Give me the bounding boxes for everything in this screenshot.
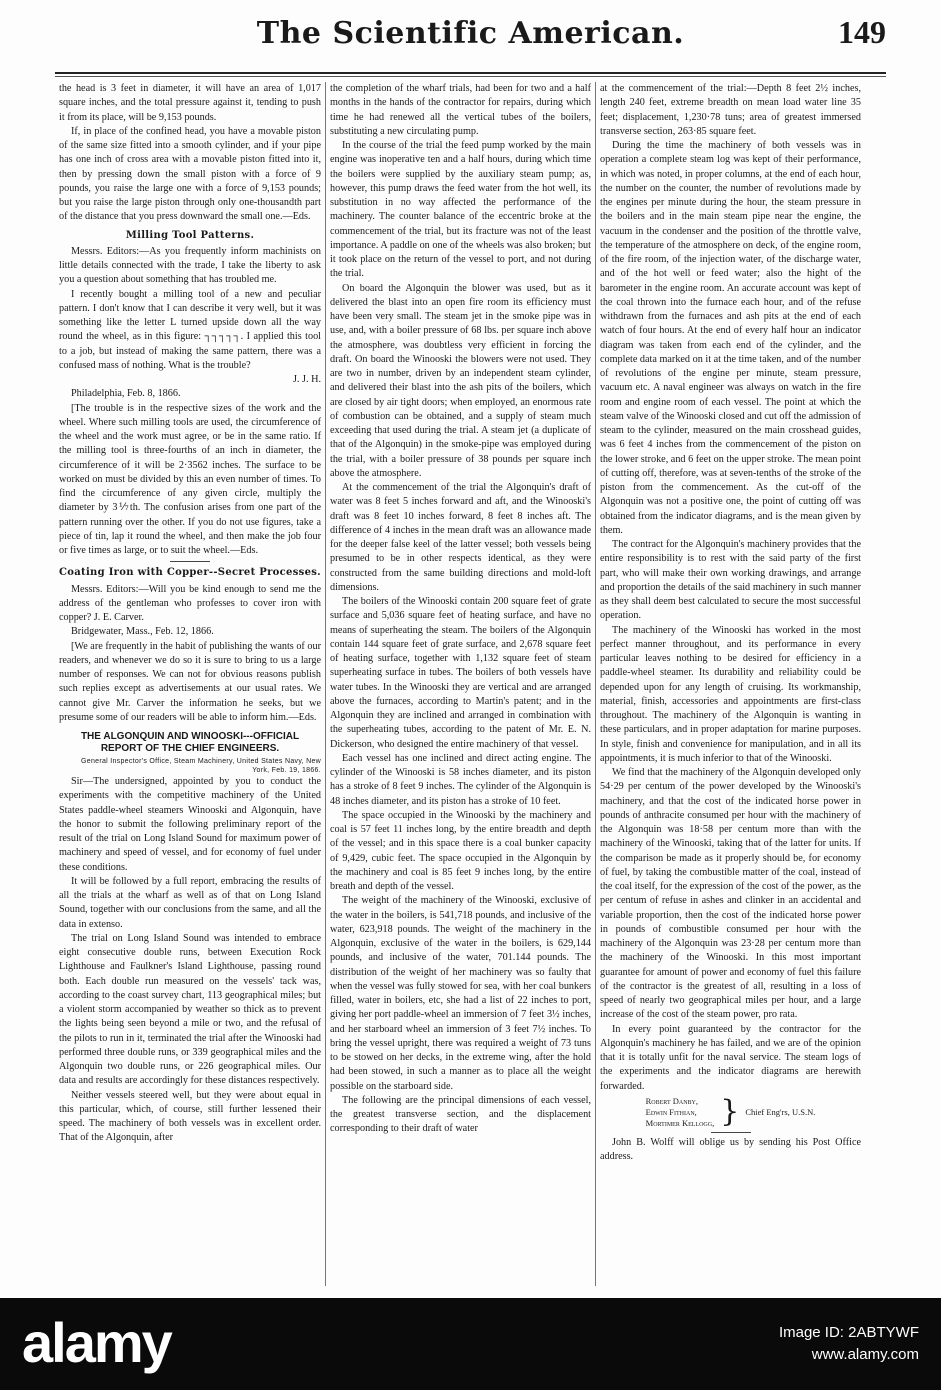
paragraph: At the commencement of the trial the Algonquin's draft of water was 8 feet 5 inches forward and aft, and the Winooski's draft was 8 feet 10 inches forward, 8 feet 8 inches aft. The difference of 4 inches in the mean draft was an allowance made for the deeper false keel of the latter vessel; both vessels being presumed to be in other respects identical, as they were constructed from the same building directions and mold-loft dimensions.	[330, 482, 591, 593]
section-separator	[170, 561, 210, 562]
paragraph: The machinery of the Winooski has worked in the most perfect manner throughout, and its performance in every particular leaves nothing to be desired for efficiency in a paddle-wheel steamer. Its durability and reliability could be depended upon for any length of cruising. Its workmanship, material, finish, accessories and appointments are first-class throughout. The machinery of the Algonquin is wanting in these particulars, and in proper adaptation for marine purposes. In style, finish and convenience for manipulation, and in all its appointments, it is much inferior to that of the Winooski.	[600, 624, 861, 764]
site-url: www.alamy.com	[811, 1346, 919, 1363]
paragraph: We find that the machinery of the Algonquin developed only 54·29 per centum of the power developed by the Winooski's machinery, and that the cost of the indicated horse power in pounds of anthracite consumed per hour with the machinery of the Algonquin was 18·58 per centum more than with the machinery of the Winooski, taking that of the latter for units. If the comparison be made as it properly should be, for economy of fuel, by taking the combustible matter of the coal, instead of the coal itself, for the expression of the cost of the power, as the per centum of refuse in ashes and clinker in an accidental and variable proportion, then the cost of the indicated horse power in pounds of combustible consumed per hour with the machinery of the Algonquin was 23·28 per centum more than the machinery of the Winooski. In this most important guarantee for amount of power and economy of fuel this failure of the contractor is the greatest of all, resulting in a loss of speed of nearly two geographical miles per hour, and a large increase of the cost of the steam power, pro rata.	[600, 767, 861, 1021]
paragraph: [We are frequently in the habit of publishing the wants of our readers, and whenever we do so it is sure to bring to us a large number of responses. We can not for obvious reasons publish such replies except as advertisements at our usual rates. We cannot give Mr. Carver the information he seeks, but we presume some of our readers will be able to inform him.—Eds.	[59, 640, 321, 723]
office-dateline: General Inspector's Office, Steam Machinery, United States Navy, New York, Feb. 19, 1866.	[81, 758, 321, 774]
section-heading: Milling Tool Patterns.	[125, 229, 255, 241]
paragraph: Philadelphia, Feb. 8, 1866.	[71, 388, 181, 400]
signer-name: Mortimer Kellogg,	[645, 1117, 715, 1128]
alamy-logo: alamy	[22, 1311, 171, 1374]
paragraph: the completion of the wharf trials, had been for two and a half months in the hands of the contractor for repairs, during which time he had renewed all the vertical tubes of the boilers, substituting a new circulating pump.	[330, 83, 591, 137]
paragraph: [The trouble is in the respective sizes of the work and the wheel. Where such milling tools are used, the circumference of the wheel and the work must agree, or be in the same ratio. If the milling tool is three-fourths of an inch in diameter, the circumference of it will be 2·3562 inches. The surface to be worked on must be divided by this an even number of times. To find the circumference of any given circle, multiply the diameter by 3⅐th. The confusion arises from one part of the pattern running over the other. If you do not use figures, take a piece of tin, lap it round the wheel, and then make the job four or five times as large, or to suit the wheel.—Eds.	[59, 402, 321, 556]
page-number: 149	[838, 14, 886, 50]
paragraph: Messrs. Editors:—Will you be kind enough to send me the address of the gentleman who professes to cover iron with copper? J. E. Carver.	[59, 583, 321, 623]
paragraph: The boilers of the Winooski contain 200 square feet of grate surface and 5,036 square feet of heating surface, and have no means of superheating the steam. The boilers of the Algonquin contain 144 square feet of grate surface, and 2,678 square feet of heating surface, together with 1,132 square feet of steam superheating surface in tubes. The boilers of both vessels have water tubes. In the Winooski they are vertical and are arranged above the furnaces, according to Martin's patent; and in the Algonquin they are inclined and arranged in combination with the superheating tubes, according to the patent of Mr. E. N. Dickerson, who designed the entire machinery of that vessel.	[330, 596, 591, 750]
paragraph: Bridgewater, Mass., Feb. 12, 1866.	[71, 626, 214, 638]
paragraph: at the commencement of the trial:—Depth 8 feet 2½ inches, length 240 feet, extreme breadth on mean load water line 35 feet; displacement, 1,230·78 tuns; area of greatest immersed transverse section, 263·85 square feet.	[600, 83, 861, 137]
header-rule-thin	[55, 76, 886, 77]
paragraph: Each vessel has one inclined and direct acting engine. The cylinder of the Winooski is 58 inches diameter, and its piston has a stroke of 8 feet 9 inches. The cylinder of the Algonquin is 48 inches diameter, and its piston has a stroke of 10 feet.	[330, 752, 591, 807]
column-1	[55, 82, 325, 1286]
article-columns	[55, 82, 887, 1286]
paragraph: If, in place of the confined head, you have a movable piston of the same size fitted into a smooth cylinder, and if your pipe has one inch of cross area with a movable piston fitted into it, then by pressing down the small piston with a force of 9 pounds, you raise the large one with a force of 9,153 pounds; but you raise the large piston through only one-thousandth part of the distance that you press downward the small one.—Eds.	[59, 125, 321, 223]
paragraph: the head is 3 feet in diameter, it will have an area of 1,017 square inches, and the total pressure against it, tending to push it from its place, will be 9,153 pounds.	[59, 83, 321, 123]
section-heading: Coating Iron with Copper--Secret Processes.	[59, 567, 321, 579]
letter-signature: J. J. H.	[292, 374, 321, 385]
paragraph: The contract for the Algonquin's machinery provides that the entire responsibility is to rest with the said party of the first part, who will make their own working drawings, and arrange and proportion the details of the said machinery in such manner as they shall deem best calculated to secure the most successful operation.	[600, 539, 861, 622]
article-headline: THE ALGONQUIN AND WINOOSKI---OFFICIAL REPORT OF THE CHIEF ENGINEERS.	[80, 731, 300, 754]
paragraph: Sir—The undersigned, appointed by you to conduct the experiments with the competitive machinery of the United States paddle-wheel steamers Winooski and Algonquin, have the honor to submit the following preliminary report of the result of the trial on Long Island Sound for maximum power of machinery and speed of vessel, and for economy of fuel under these conditions.	[59, 776, 321, 873]
column-2	[325, 82, 595, 1286]
paragraph: It will be followed by a full report, embracing the results of all the trials at the wharf as well as of that on Long Island Sound, together with our conclusions from the same, and all the data in extenso.	[59, 875, 321, 930]
brace-glyph: }	[720, 1094, 740, 1130]
paragraph: Messrs. Editors:—As you frequently inform machinists on little details connected with the trade, I take the liberty to ask you a question about something that has troubled me.	[59, 245, 321, 286]
report-signatures	[600, 1096, 861, 1129]
paragraph: John B. Wolff will oblige us by sending his Post Office address.	[600, 1136, 861, 1162]
paragraph: In every point guaranteed by the contractor for the Algonquin's machinery he has failed, and we are of the opinion that it is totally unfit for the naval service. The steam logs of the experiments and the indicator diagrams are herewith forwarded.	[600, 1023, 861, 1092]
column-3	[595, 82, 865, 1286]
paragraph: On board the Algonquin the blower was used, but as it delivered the blast into an open fire room its efficiency must have been very small. The steam jet in the smoke pipe was in use, and, with a boiler pressure of 68 lbs. per square inch above the atmosphere, was doubtless very efficient in forcing the draft. On board the Winooski the blowers were not used. They are two in number, driven by an independent steam cylinder, and delivered their blast into the ash pits of the boilers, which are closed by air tight doors; when employed, an enormous rate of combustion can be obtained, and a supply of steam much exceeding that used during the trial. A steam jet (a duplicate of that of the Algonquin) in the smoke-pipe was employed during the trial, with a boiler pressure of 38 pounds per square inch above the atmosphere.	[330, 282, 591, 479]
image-id: Image ID: 2ABTYWF	[778, 1324, 919, 1341]
paragraph: During the time the machinery of both vessels was in operation a complete steam log was kept of their performance, in which was noted, in proper columns, at the end of each hour, the number on the counter, the number of revolutions made by the engines per minute during the hour, the steam pressure in the boilers and in the main steam pipe near the engine, the vacuum in the condenser and the position of the throttle valve, the temperature of the atmosphere on deck, of the engine room, of the fire room, of the injection water, of the discharge water, and of the hot well or feed water; also the hight of the barometer in the engine room. An accurate account was kept of the coal thrown into the furnace each hour, and of the refuse withdrawn from the furnaces and ash pits at the end of each watch of four hours. At the end of every half hour an indicator diagram was taken from each end of the cylinder, and the complete data marked on it at the time taken, and of the number of revolutions of the engine per minute, steam pressure, vacuum etc. A naval engineer was always on watch in the fire room and engine room of each vessel. The point at which the steam valve of the Winooski closed and cut off the admission of steam to the cylinder, measured on the main crosshead guides, was 6 feet 4 inches from the commencement of the piston on the lower stroke, and 6 feet on the upper stroke. The mean point of cutting off, therefore, was at seven-tenths of the stroke of the piston from the commencement. As the cut-off of the Algonquin was not a positive one, the point of cutting off was obtained from the indicator diagrams, and is the mean given by them.	[600, 140, 861, 536]
stock-info	[779, 1322, 919, 1366]
paragraph: The weight of the machinery of the Winooski, exclusive of the water in the boilers, is 541,718 pounds, and inclusive of the water, 623,918 pounds. The weight of the machinery in the Algonquin, exclusive of the water in the boilers, is 629,144 pounds, and inclusive of the water, 701.144 pounds. The distribution of the weight of her machinery was so faulty that when the vessel was fully stowed for sea, with her coal bunkers filled, water in boilers, etc, she had a list of 22 inches to port, giving her port paddle-wheel an immersion of 7 feet 3½ inches, and her starboard wheel an immersion of 3 feet 7½ inches. To bring the vessel upright, there was required a weight of 73 tuns to be stowed on her decks, in the extreme wing, after the hold had been stowed, in such a manner as to place all the weight possible on the starboard side.	[330, 895, 591, 1092]
signer-title: Chief Eng'rs, U.S.N.	[745, 1106, 816, 1117]
paragraph: The trial on Long Island Sound was intended to embrace eight consecutive double runs, between Execution Rock Lighthouse and Faulkner's Island Lighthouse, passing round both. Each double run measured on the vessels' tack was, according to the coast survey chart, 113 geographical miles; but a violent storm accompanied by weather so thick as to prevent the lights being seen beyond a mile or two, and the refusal of the pilots to run in it, terminated the trial after the Winooski had performed three double runs, or 339 geographical miles and the Algonquin two double runs, or 226 geographical miles. Our data and results are accordingly for these distances respectively.	[59, 932, 321, 1087]
paragraph: The following are the principal dimensions of each vessel, the greatest transverse section, and the displacement corresponding to their draft of water	[330, 1094, 591, 1135]
signer-name: Edwin Fithian,	[645, 1106, 697, 1117]
signer-name: Robert Danby,	[645, 1095, 699, 1106]
paragraph: Neither vessels steered well, but they were about equal in this particular, which, of course, still further lessened their speed. The machinery of both vessels was in excellent order. That of the Algonquin, after	[59, 1089, 321, 1144]
masthead-title: The Scientific American.	[256, 16, 685, 51]
signer-names	[646, 1096, 715, 1129]
watermark-footer	[0, 1298, 941, 1390]
paragraph: The space occupied in the Winooski by the machinery and coal is 57 feet 11 inches long, by the entire breadth and depth of the vessel; and in this space there is a coal bunker capacity of 9,429, cubic feet. The space occupied in the Algonquin by the machinery and coal is 85 feet 9 inches long, by the entire breath and depth of the vessel.	[330, 809, 591, 892]
header-rule	[55, 72, 886, 74]
page-header	[55, 14, 886, 64]
section-separator	[711, 1132, 751, 1133]
paragraph: I recently bought a milling tool of a new and peculiar pattern. I don't know that I can describe it very well, but it was something like the letter L turned upside down all the way round the wheel, as in this figure: ┐┐┐┐┐. I applied this tool to a job, but instead of making the same pattern, there was a confused mass of nothing. What is the trouble?	[59, 288, 321, 371]
paragraph: In the course of the trial the feed pump worked by the main engine was inoperative ten and a half hours, during which time the boilers were supplied by the auxiliary steam pump; as, however, this pump draws the feed water from the hot well, its substitution in no way affected the performance of the machinery. The counter balance of the eccentric broke at the commencement of the trial, but its fracture was not of the least importance. A paddle on one of the wheels was also broken; but it took place on the return of the vessel to port, and not during the trial.	[330, 140, 591, 280]
